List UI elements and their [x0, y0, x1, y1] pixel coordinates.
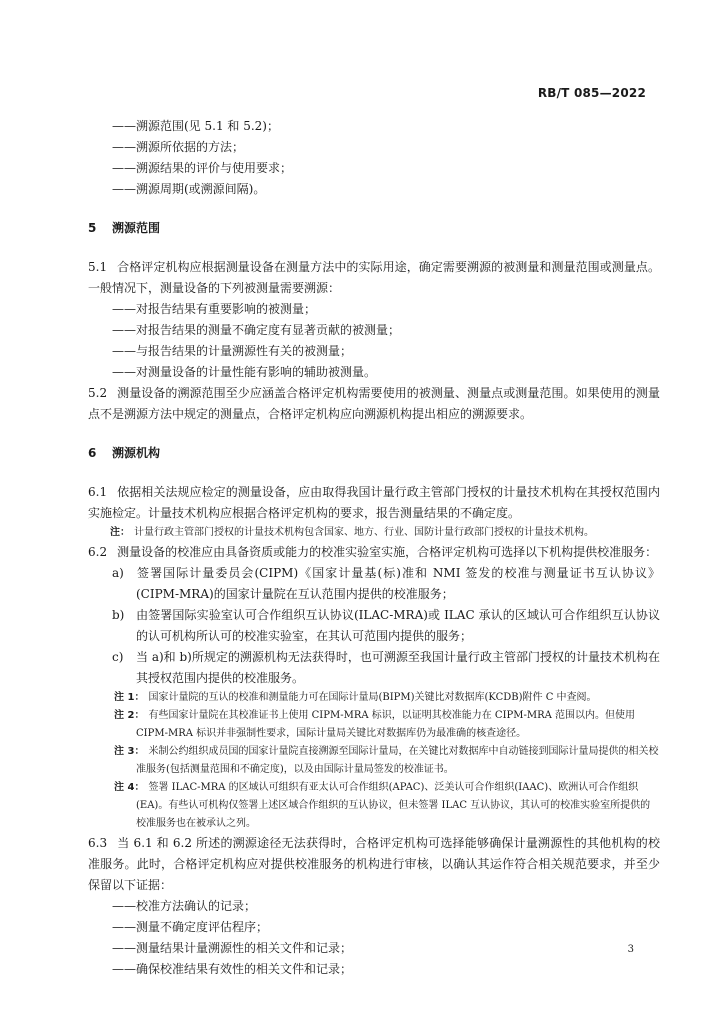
list-item: ——确保校准结果有效性的相关文件和记录；: [112, 962, 353, 976]
section-5-heading: [88, 218, 660, 239]
list-item: ——对报告结果有重要影响的被测量；: [112, 302, 317, 316]
note-label: 注 2：: [114, 710, 145, 721]
item-text: 由签署国际实验室认可合作组织互认协议(ILAC-MRA)或 ILAC 承认的区域认可合作组织互认协议的认可机构所认可的校准实验室，在其认可范围内提供的服务；: [136, 608, 660, 643]
document-body: [88, 116, 660, 980]
note: [88, 524, 660, 542]
note-label: 注 3：: [114, 746, 145, 757]
clause-number: 6.3: [88, 836, 108, 850]
list-item: ——溯源结果的评价与使用要求；: [112, 161, 293, 175]
clause-text: 测量设备的校准应由具备资质或能力的校准实验室实施，合格评定机构可选择以下机构提供校准服务：: [117, 545, 658, 559]
list-item: ——与报告结果的计量溯源性有关的被测量；: [112, 344, 353, 358]
note-label: 注 4：: [114, 782, 145, 793]
section-title: 溯源范围: [112, 221, 161, 235]
clause-5-2: [88, 383, 660, 425]
note-label: 注 1：: [114, 692, 145, 703]
item-text: 签署国际计量委员会(CIPM)《国家计量基(标)准和 NMI 签发的校准与测量证书互认协议》(CIPM-MRA)的国家计量院在互认范围内提供的校准服务；: [136, 566, 660, 601]
list-item-a: [88, 563, 660, 605]
note-2: [88, 707, 660, 743]
section-title: 溯源机构: [112, 446, 161, 460]
list-item: ——对报告结果的测量不确定度有显著贡献的被测量；: [112, 323, 401, 337]
note-1: [88, 689, 660, 707]
item-label: a): [112, 566, 124, 580]
note-label: 注：: [110, 527, 130, 538]
clause-text: 测量设备的溯源范围至少应涵盖合格评定机构需要使用的被测量、测量点或测量范围。如果使用的测量点不是溯源方法中规定的测量点，合格评定机构应向溯源机构提出相应的溯源要求。: [88, 386, 660, 421]
intro-list: [88, 116, 660, 200]
note-text: 签署 ILAC-MRA 的区域认可组织有亚太认可合作组织(APAC)、泛美认可合作组织(IAAC)、欧洲认可合作组织(EA)。有些认可机构仅签署上述区域合作组织的互认协议，但未签署 ILAC 互认协议，其认可的校准实验室所提供的校准服务也在被承认之列。: [136, 782, 651, 829]
item-label: c): [112, 650, 124, 664]
note-text: 国家计量院的互认的校准和测量能力可在国际计量局(BIPM)关键比对数据库(KCDB)附件 C 中查阅。: [148, 692, 597, 703]
list-item-c: [88, 647, 660, 689]
list-item: ——对测量设备的计量性能有影响的辅助被测量。: [112, 365, 377, 379]
section-6-heading: [88, 443, 660, 464]
clause-6-1: [88, 482, 660, 524]
list-item: ——溯源所依据的方法；: [112, 140, 245, 154]
list-item: ——测量不确定度评估程序；: [112, 920, 269, 934]
clause-number: 6.2: [88, 545, 108, 559]
item-label: b): [112, 608, 125, 622]
note-text: 计量行政主管部门授权的计量技术机构包含国家、地方、行业、国防计量行政部门授权的计量技术机构。: [134, 527, 594, 538]
section-number: 6: [88, 446, 97, 460]
list-item: ——测量结果计量溯源性的相关文件和记录；: [112, 941, 353, 955]
note-text: 米制公约组织成员国的国家计量院直接溯源至国际计量局，在关键比对数据库中自动链接到国际计量局提供的相关校准服务(包括测量范围和不确定度)，以及由国际计量局签发的校准证书。: [136, 746, 659, 775]
section-number: 5: [88, 221, 97, 235]
list-item: ——溯源范围(见 5.1 和 5.2)；: [112, 119, 279, 133]
clause-text: 依据相关法规应检定的测量设备，应由取得我国计量行政主管部门授权的计量技术机构在其授权范围内实施检定。计量技术机构应根据合格评定机构的要求，报告测量结果的不确定度。: [88, 485, 660, 520]
list-item: ——溯源周期(或溯源间隔)。: [112, 182, 266, 196]
page-number: 3: [627, 944, 634, 955]
list-item: ——校准方法确认的记录；: [112, 899, 257, 913]
standard-code: RB/T 085—2022: [537, 86, 646, 100]
clause-number: 5.1: [88, 260, 108, 274]
note-text: 有些国家计量院在其校准证书上使用 CIPM-MRA 标识，以证明其校准能力在 CIPM-MRA 范围以内。但使用 CIPM-MRA 标识并非强制性要求，国际计量局关键比对数据库仍为最准确的核查途径。: [136, 710, 636, 739]
note-4: [88, 779, 660, 833]
note-3: [88, 743, 660, 779]
clause-text: 合格评定机构应根据测量设备在测量方法中的实际用途，确定需要溯源的被测量和测量范围或测量点。一般情况下，测量设备的下列被测量需要溯源：: [88, 260, 660, 295]
clause-5-1: [88, 257, 660, 299]
clause-6-2: [88, 542, 660, 563]
item-text: 当 a)和 b)所规定的溯源机构无法获得时，也可溯源至我国计量行政主管部门授权的计量技术机构在其授权范围内提供的校准服务。: [136, 650, 660, 685]
list-item-b: [88, 605, 660, 647]
clause-number: 5.2: [88, 386, 108, 400]
clause-number: 6.1: [88, 485, 108, 499]
clause-text: 当 6.1 和 6.2 所述的溯源途径无法获得时，合格评定机构可选择能够确保计量溯源性的其他机构的校准服务。此时，合格评定机构应对提供校准服务的机构进行审核，以确认其运作符合相关规范要求，并至少保留以下证据：: [88, 836, 660, 892]
clause-6-3: [88, 833, 660, 896]
